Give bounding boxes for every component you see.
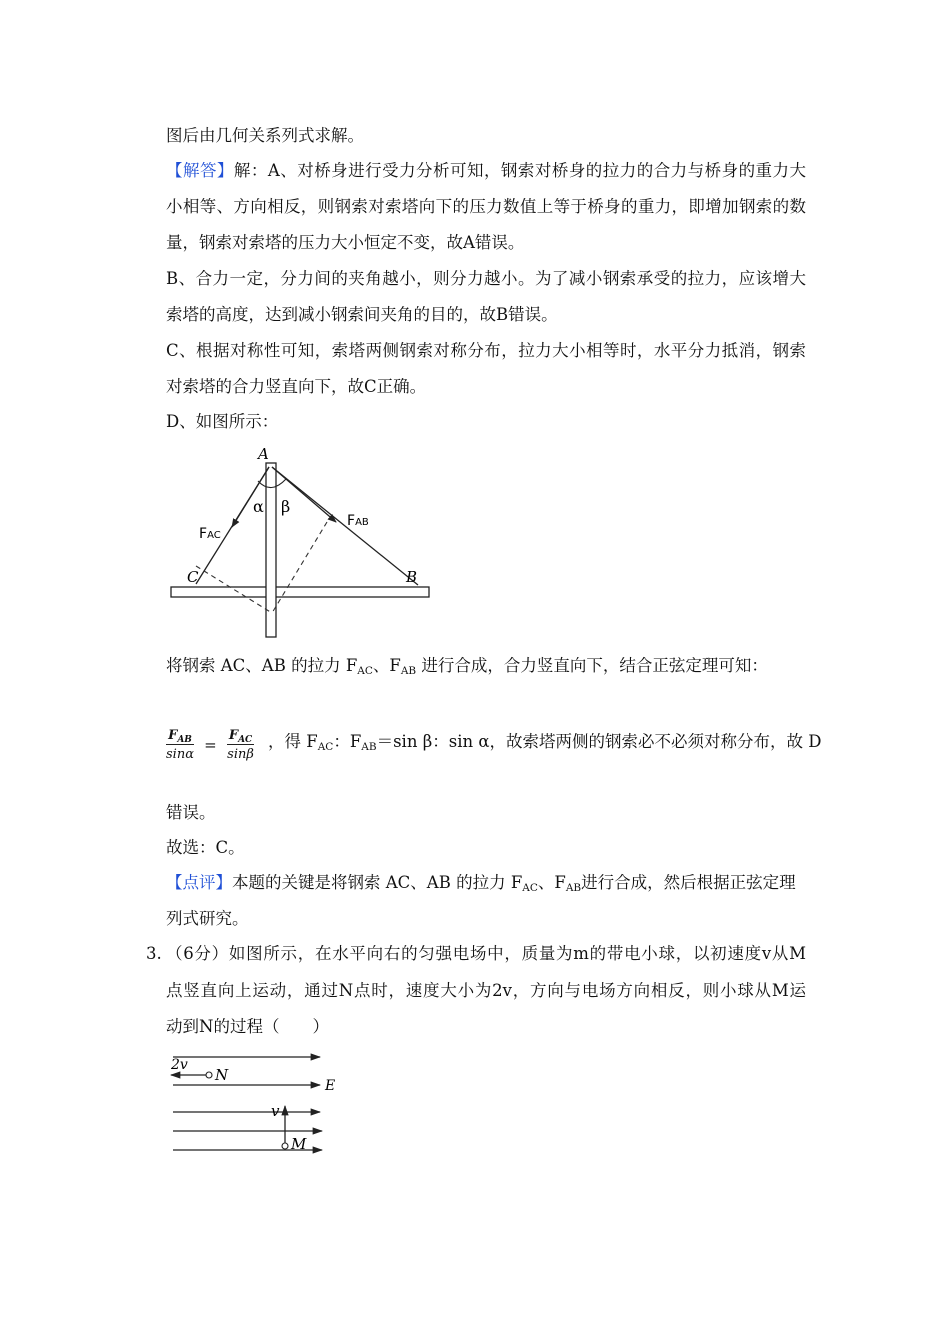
point-n	[206, 1072, 212, 1078]
tower-force-diagram	[165, 445, 440, 645]
text-line-11: 错误。	[166, 803, 216, 822]
cable-ab	[272, 467, 418, 585]
label-v: v	[271, 1102, 280, 1120]
question-number: 3.	[146, 944, 162, 963]
comment-tag: 【点评】	[166, 873, 232, 892]
tower	[266, 463, 276, 637]
answer-line-3: 量，钢索对索塔的压力大小恒定不变，故A错误。	[166, 233, 525, 252]
comment-line-1: 【点评】本题的关键是将钢索 AC、AB 的拉力 $F_{AC}$、$F_{AB}$进行合成，然后根据正弦定理	[166, 873, 796, 894]
formula-text-line: ，得 $F_{AC}$：$F_{AB}=\sin$ β：sin α，故索塔两侧的钢索必不必须对称分布，故 D	[268, 732, 822, 753]
comment-line-2: 列式研究。	[166, 909, 249, 928]
point-m	[282, 1143, 288, 1149]
question-line-3: 动到N的过程（ ）	[166, 1017, 329, 1036]
label-fab: FAB	[347, 513, 369, 529]
label-alpha: α	[253, 497, 264, 516]
label-e: E	[325, 1078, 336, 1094]
sine-formula: $\frac{F_{AB}}{\sin\alpha}$ = $\frac{F_{AC}}{\sin\beta}$	[166, 728, 254, 762]
dashed-line	[272, 522, 327, 613]
answer-line-6: C、根据对称性可知，索塔两侧钢索对称分布，拉力大小相等时，水平分力抵消，钢索	[166, 341, 806, 360]
answer-line-4: B、合力一定，分力间的夹角越小，则分力越小。为了减小钢索承受的拉力，应该增大	[166, 269, 806, 288]
text-line-0: 图后由几何关系列式求解。	[166, 126, 364, 145]
electric-field-diagram	[165, 1048, 345, 1160]
dashed-line	[196, 566, 272, 613]
label-m: M	[291, 1135, 307, 1153]
label-b: B	[406, 568, 418, 586]
label-c: C	[187, 568, 199, 586]
label-beta: β	[281, 497, 291, 516]
fraction-left: $\frac{F_{AB}}{\sin\alpha}$	[166, 728, 194, 762]
label-a: A	[258, 445, 269, 463]
answer-line-8: D、如图所示：	[166, 412, 279, 431]
bridge-deck	[171, 587, 429, 597]
synthesis-line: 将钢索 AC、AB 的拉力 $F_{AC}$、$F_{AB}$ 进行合成，合力竖直向下，结合正弦定理可知：	[166, 656, 768, 677]
question-line-1: （6分）如图所示，在水平向右的匀强电场中，质量为m的带电小球，以初速度v从M	[166, 944, 806, 963]
answer-choice: 故选：C。	[166, 838, 245, 857]
answer-line-5: 索塔的高度，达到减小钢索间夹角的目的，故B错误。	[166, 305, 558, 324]
answer-line-2: 小相等、方向相反，则钢索对索塔向下的压力数值上等于桥身的重力，即增加钢索的数	[166, 197, 806, 216]
answer-tag: 【解答】	[166, 161, 234, 180]
answer-line-1: 【解答】解：A、对桥身进行受力分析可知，钢索对桥身的拉力的合力与桥身的重力大	[166, 161, 806, 180]
label-fac: FAC	[199, 526, 221, 542]
label-2v: 2v	[171, 1057, 188, 1073]
fraction-right: $\frac{F_{AC}}{\sin\beta}$	[227, 728, 254, 762]
label-n: N	[215, 1066, 229, 1084]
answer-line-7: 对索塔的合力竖直向下，故C正确。	[166, 377, 427, 396]
question-line-2: 点竖直向上运动，通过N点时，速度大小为2v，方向与电场方向相反，则小球从M运	[166, 981, 806, 1000]
